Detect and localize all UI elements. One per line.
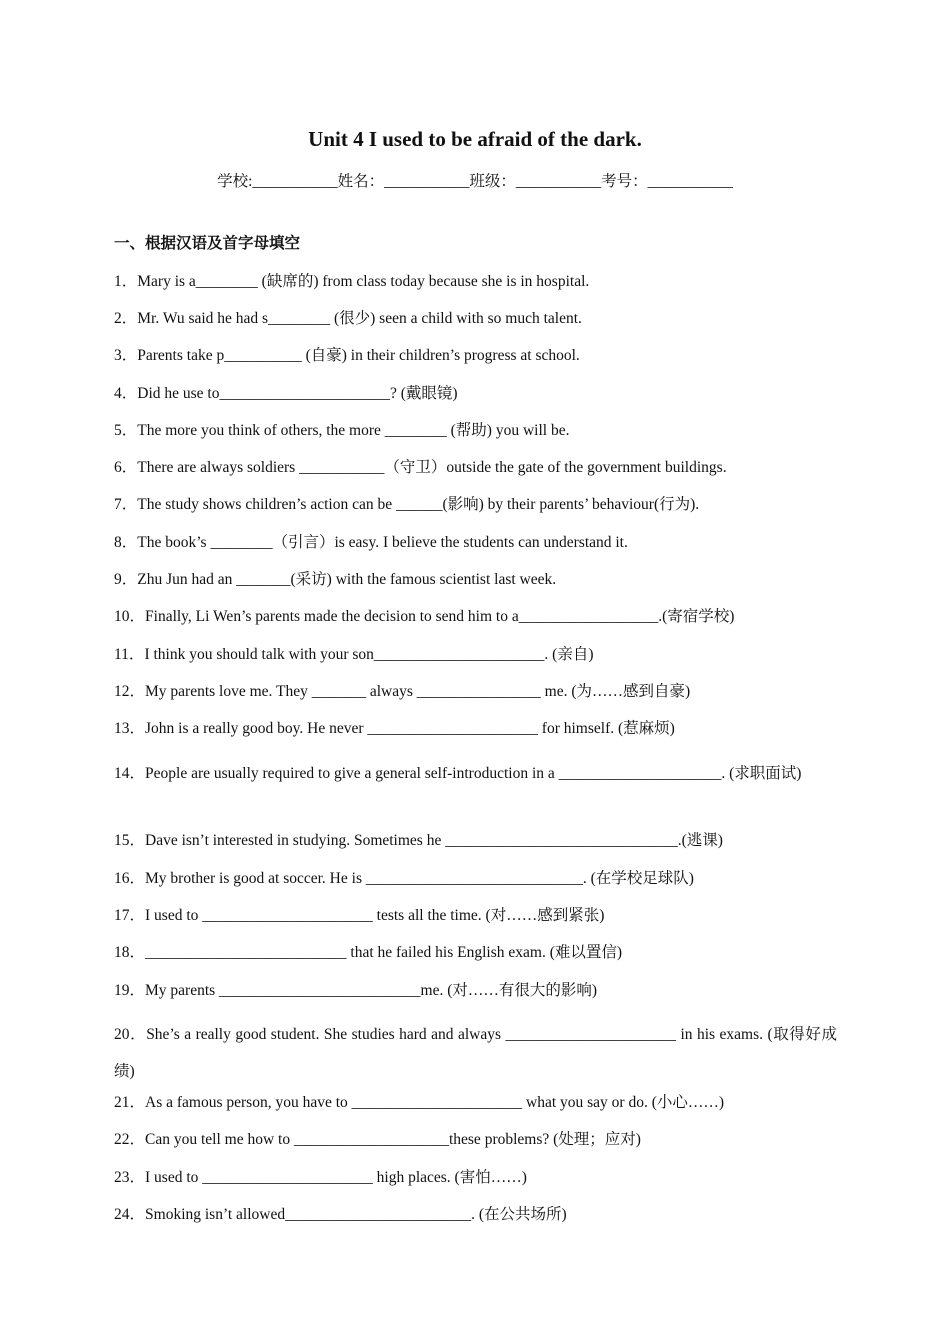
question-number: 1． (114, 273, 138, 290)
question-number: 18． (114, 944, 146, 961)
question-text: I used to ______________________ high places. (害怕……) (145, 1169, 527, 1186)
question-number: 6． (114, 459, 138, 476)
question-16 (114, 867, 837, 891)
question-10 (114, 605, 837, 629)
question-number: 22． (114, 1131, 146, 1148)
question-number: 9． (114, 571, 138, 588)
question-15 (114, 829, 837, 853)
question-17 (114, 904, 837, 928)
question-2 (114, 307, 837, 331)
question-number: 2． (114, 310, 138, 327)
question-number: 12． (114, 683, 146, 700)
question-number: 15． (114, 832, 146, 849)
question-1 (114, 270, 837, 294)
question-text: Zhu Jun had an _______(采访) with the famous scientist last week. (137, 571, 557, 588)
question-number: 3． (114, 347, 138, 364)
question-6 (114, 456, 837, 480)
question-20 (114, 1016, 837, 1090)
question-4 (114, 382, 837, 406)
question-5 (114, 419, 837, 443)
question-text: Can you tell me how to ____________________these problems? (处理；应对) (145, 1131, 641, 1148)
question-text: The study shows children’s action can be ______(影响) by their parents’ behaviour(行为). (137, 496, 700, 513)
question-number: 7． (114, 496, 138, 513)
question-number: 14． (114, 765, 146, 782)
question-21 (114, 1091, 837, 1115)
question-text: My parents love me. They _______ always ________________ me. (为……感到自豪) (145, 683, 691, 700)
question-text: As a famous person, you have to ______________________ what you say or do. (小心……) (145, 1094, 725, 1111)
question-text: I think you should talk with your son______________________. (亲自) (144, 646, 594, 663)
question-number: 4． (114, 385, 138, 402)
page-title: Unit 4 I used to be afraid of the dark. (308, 127, 642, 151)
question-23 (114, 1166, 837, 1190)
question-11 (114, 643, 837, 667)
question-number: 19． (114, 982, 146, 999)
question-text: My parents __________________________me. (对……有很大的影响) (145, 982, 598, 999)
question-text: Dave isn’t interested in studying. Sometimes he ______________________________.(逃课) (145, 832, 723, 849)
question-text: John is a really good boy. He never ______________________ for himself. (惹麻烦) (145, 720, 675, 737)
question-text: The more you think of others, the more ________ (帮助) you will be. (137, 422, 570, 439)
question-text: Parents take p__________ (自豪) in their children’s progress at school. (137, 347, 580, 364)
question-number: 10． (114, 608, 146, 625)
question-text: Mr. Wu said he had s________ (很少) seen a child with so much talent. (137, 310, 582, 327)
question-text: Finally, Li Wen’s parents made the decision to send him to a__________________.(寄宿学校) (145, 608, 735, 625)
question-8 (114, 531, 837, 555)
question-text: Mary is a________ (缺席的) from class today because she is in hospital. (137, 273, 590, 290)
question-number: 21． (114, 1094, 146, 1111)
question-3 (114, 344, 837, 368)
question-number: 8． (114, 534, 138, 551)
question-24 (114, 1203, 837, 1227)
question-text: She’s a really good student. She studies hard and always ______________________ in his exams. (取得好成绩) (114, 1026, 837, 1080)
question-number: 24． (114, 1206, 146, 1223)
question-number: 5． (114, 422, 138, 439)
question-text: The book’s ________（引言）is easy. I believe the students can understand it. (137, 534, 628, 551)
question-text: __________________________ that he failed his English exam. (难以置信) (145, 944, 623, 961)
question-9 (114, 568, 837, 592)
question-text: My brother is good at soccer. He is ____________________________. (在学校足球队) (145, 870, 694, 887)
question-22 (114, 1128, 837, 1152)
section-heading: 一、根据汉语及首字母填空 (114, 235, 301, 252)
question-14 (114, 755, 837, 792)
question-number: 13． (114, 720, 146, 737)
question-number: 17． (114, 907, 146, 924)
question-text: People are usually required to give a general self-introduction in a _____________________. (求职面试) (145, 765, 802, 782)
question-12 (114, 680, 837, 704)
question-7 (114, 493, 837, 517)
question-13 (114, 717, 837, 741)
question-number: 16． (114, 870, 146, 887)
question-18 (114, 941, 837, 965)
question-number: 20． (114, 1026, 147, 1043)
question-text: I used to ______________________ tests all the time. (对……感到紧张) (145, 907, 605, 924)
question-text: There are always soldiers ___________（守卫）outside the gate of the government buildings. (137, 459, 727, 476)
question-number: 11． (114, 646, 145, 663)
question-text: Did he use to______________________? (戴眼镜) (137, 385, 458, 402)
question-number: 23． (114, 1169, 146, 1186)
question-19 (114, 979, 837, 1003)
question-text: Smoking isn’t allowed________________________. (在公共场所) (145, 1206, 567, 1223)
student-info-line: 学校:___________姓名：___________班级：___________考号：___________ (217, 173, 733, 190)
